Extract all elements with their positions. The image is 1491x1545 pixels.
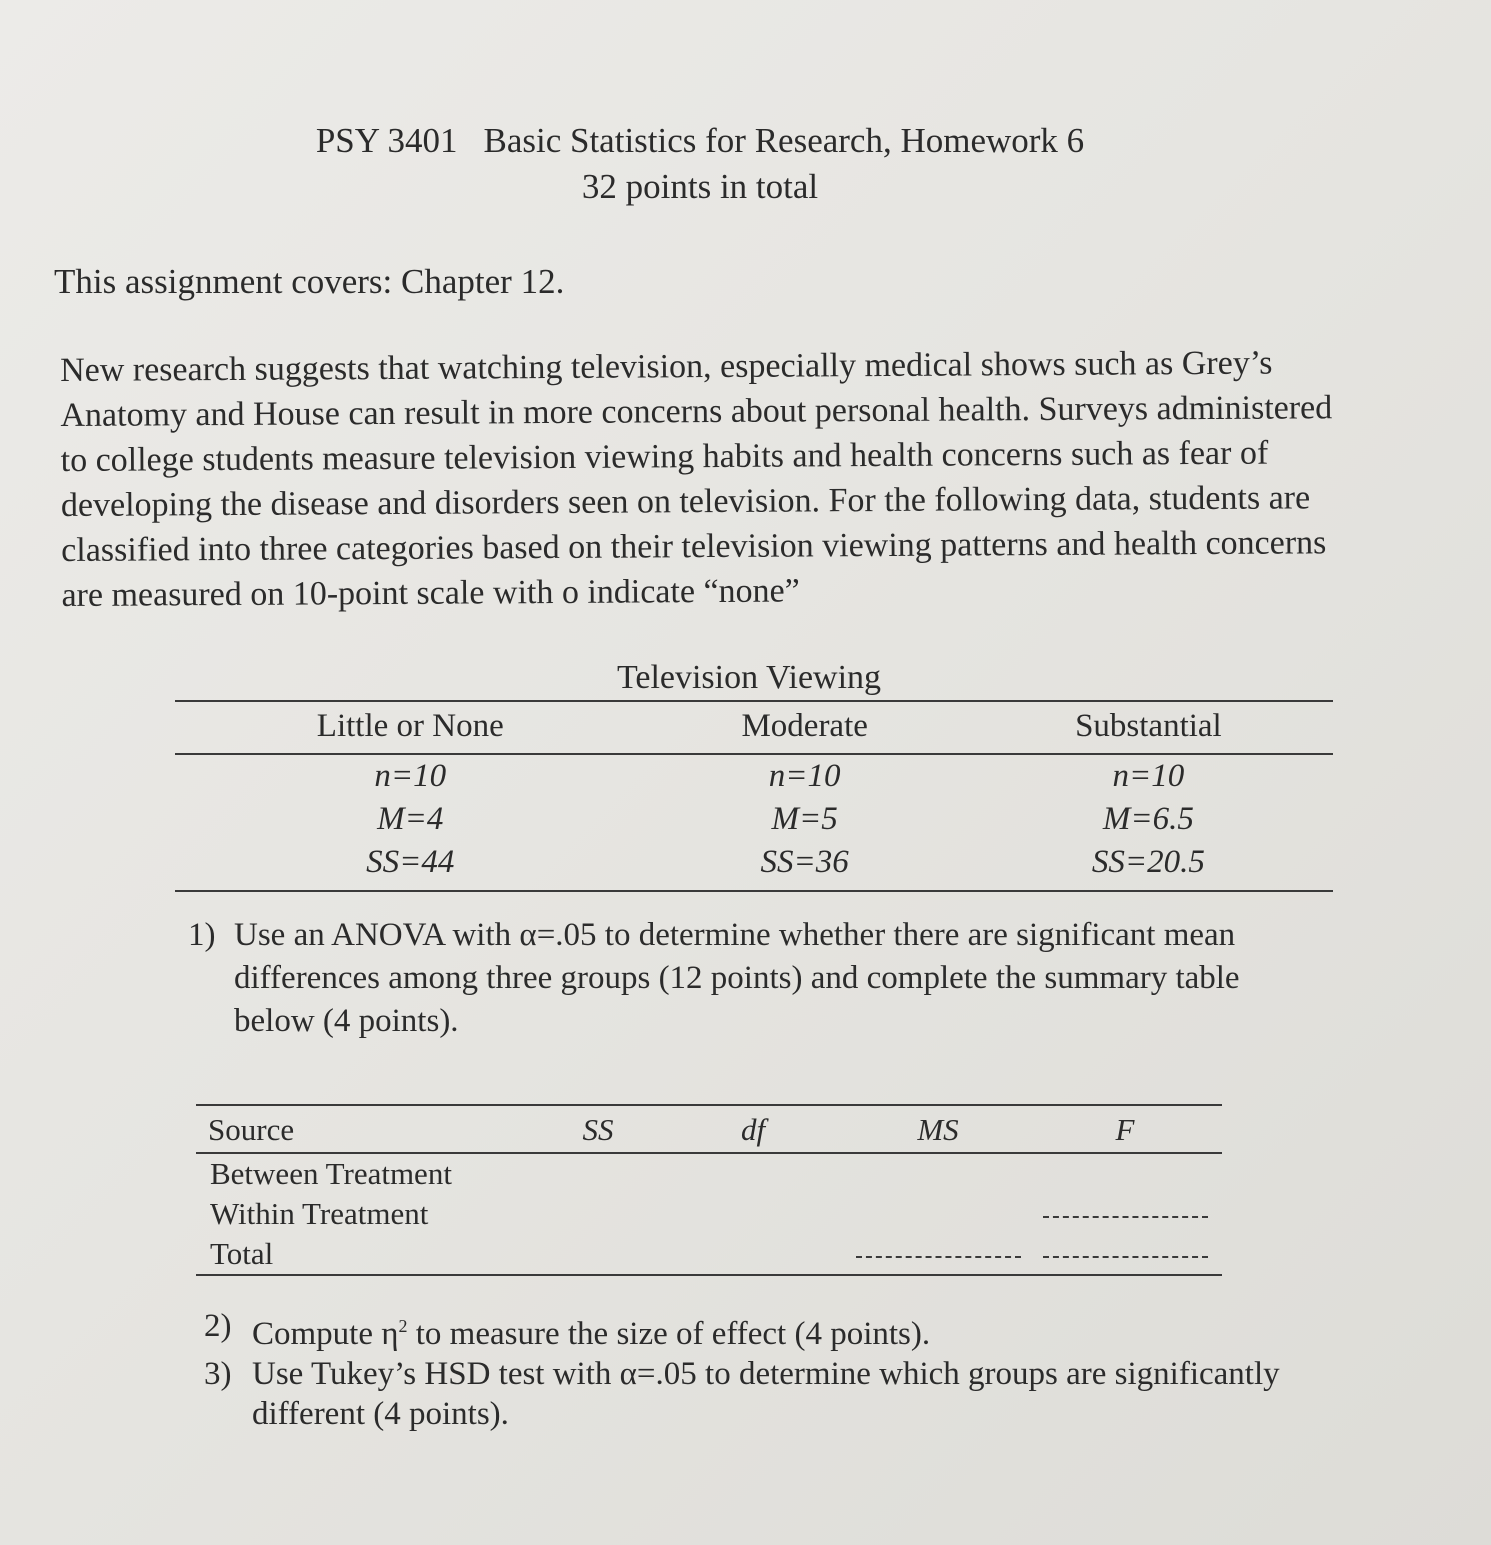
- groups-header-row: [175, 701, 1333, 754]
- intro-paragraph: New research suggests that watching television, especially medical shows such as Grey’s Anatomy and House can result in more concerns about personal health. Surveys administered to college students measure television viewing habits and health concerns such as fear of developing the disease and disorders seen on television. For the following data, students are classified into three categories based on their television viewing patterns and health concerns are measured on 10-point scale with o indicate “none”: [60, 344, 1333, 614]
- course-title: Basic Statistics for Research, Homework 6: [483, 121, 1085, 160]
- question-text: [252, 1306, 1304, 1354]
- question-1: [188, 914, 1328, 1043]
- group-mean: M=6.5: [1102, 801, 1194, 837]
- question-3: [204, 1354, 1304, 1434]
- header-ss: SS: [538, 1105, 658, 1153]
- group-name: Substantial: [964, 701, 1333, 754]
- title-block: [0, 118, 1400, 210]
- header-source: Source: [196, 1105, 538, 1153]
- blank-cell: [658, 1194, 848, 1234]
- group-name: Moderate: [646, 701, 964, 754]
- dashed-cell: [1028, 1194, 1222, 1234]
- dashed-cell: [1028, 1234, 1222, 1275]
- anova-row-within: [196, 1194, 1222, 1234]
- question-text: Use Tukey’s HSD test with α=.05 to determine which groups are significantly different (4 points).: [252, 1356, 1280, 1432]
- course-code: PSY 3401: [315, 121, 458, 160]
- group-ss: SS=20.5: [964, 841, 1333, 891]
- group-n: n=10: [1112, 758, 1185, 794]
- blank-cell: [848, 1194, 1028, 1234]
- group-data-table: [175, 656, 1333, 892]
- anova-row-between: [196, 1153, 1222, 1194]
- blank-cell: [848, 1153, 1028, 1194]
- header-ms: MS: [848, 1105, 1028, 1153]
- groups-table: [175, 700, 1333, 892]
- dashed-line: [1043, 1256, 1208, 1258]
- mean-row: [175, 798, 1333, 841]
- question-text: Use an ANOVA with α=.05 to determine whether there are significant mean differences among three groups (12 points) and complete the summary table below (4 points).: [234, 917, 1240, 1039]
- blank-cell: [658, 1153, 848, 1194]
- anova-summary-table: [196, 1104, 1222, 1276]
- row-source: Within Treatment: [210, 1196, 429, 1231]
- group-n: n=10: [768, 758, 841, 794]
- row-source: Total: [196, 1234, 538, 1275]
- group-mean: M=4: [377, 801, 444, 837]
- table-caption: Television Viewing: [616, 659, 882, 696]
- points-total: 32 points in total: [581, 167, 819, 206]
- question-number: 2): [204, 1308, 232, 1344]
- questions-2-3: [204, 1306, 1304, 1434]
- group-ss: SS=36: [646, 841, 964, 891]
- ss-row: [175, 841, 1333, 891]
- page-title: [0, 118, 1400, 164]
- dashed-line: [1043, 1216, 1208, 1218]
- anova-row-total: [196, 1234, 1222, 1275]
- question-text-start: Compute η: [252, 1316, 399, 1352]
- superscript: 2: [398, 1316, 408, 1336]
- question-number: 1): [188, 917, 216, 953]
- header-f: F: [1028, 1105, 1222, 1153]
- group-n: n=10: [374, 758, 447, 794]
- group-ss: SS=44: [175, 841, 646, 891]
- n-row: [175, 754, 1333, 798]
- group-name: Little or None: [175, 701, 646, 754]
- dashed-cell: [848, 1234, 1028, 1275]
- dashed-line: [856, 1256, 1021, 1258]
- blank-cell: [1028, 1153, 1222, 1194]
- header-df: df: [658, 1105, 848, 1153]
- blank-cell: [658, 1234, 848, 1275]
- group-mean: M=5: [771, 801, 838, 837]
- blank-cell: [538, 1153, 658, 1194]
- row-source: Between Treatment: [210, 1156, 452, 1191]
- blank-cell: [538, 1194, 658, 1234]
- assignment-coverage: This assignment covers: Chapter 12.: [54, 262, 565, 301]
- question-2: [204, 1306, 1304, 1354]
- question-text-end: to measure the size of effect (4 points).: [407, 1316, 931, 1352]
- question-number: 3): [204, 1356, 232, 1392]
- anova-table: [196, 1104, 1222, 1276]
- anova-header-row: [196, 1105, 1222, 1153]
- blank-cell: [538, 1234, 658, 1275]
